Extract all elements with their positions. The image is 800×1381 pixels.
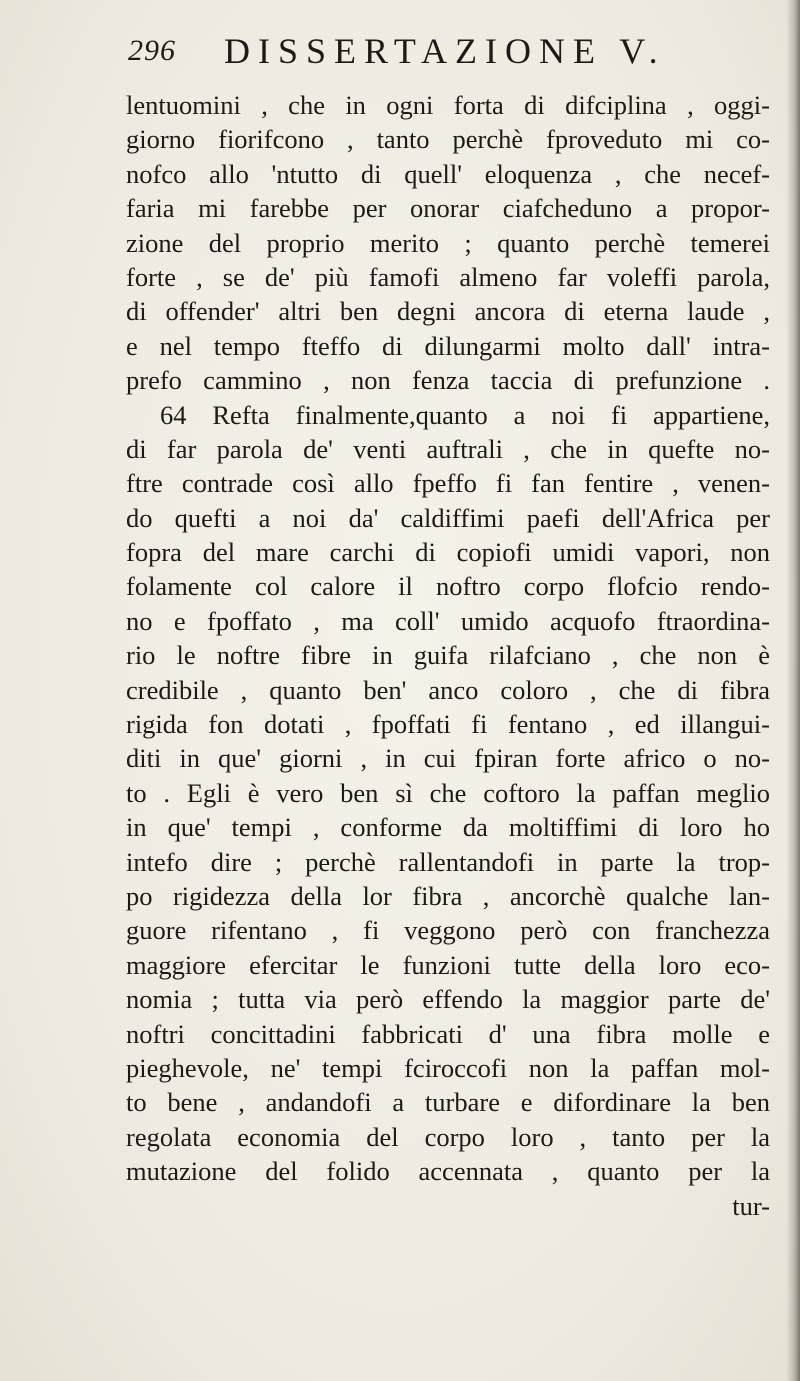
text-line: to bene , andandofi a turbare e difordinare la ben — [126, 1087, 770, 1118]
text-line: e nel tempo fteffo di dilungarmi molto dall' intra- — [126, 330, 770, 361]
text-line: fopra del mare carchi di copiofi umidi vapori, non — [126, 537, 770, 568]
text-line: mutazione del folido accennata , quanto per la — [126, 1156, 770, 1187]
text-line: folamente col calore il noftro corpo flofcio rendo- — [126, 571, 770, 602]
text-line: po rigidezza della lor fibra , ancorchè qualche lan- — [126, 880, 770, 911]
text-line: rigida fon dotati , fpoffati fi fentano , ed illangui- — [126, 709, 770, 740]
page-header — [128, 28, 748, 76]
text-line: to . Egli è vero ben sì che coftoro la paffan meglio — [126, 777, 770, 808]
text-line: lentuomini , che in ogni forta di difciplina , oggi- — [126, 90, 770, 120]
page-gutter-shadow — [786, 0, 800, 1381]
text-line: faria mi farebbe per onorar ciafcheduno a propor- — [126, 193, 770, 224]
text-line: noftri concittadini fabbricati d' una fibra molle e — [126, 1018, 770, 1049]
body-text — [126, 88, 770, 1223]
running-title: DISSERTAZIONE V. — [224, 31, 666, 71]
page-number: 296 — [128, 34, 176, 67]
text-line: forte , se de' più famofi almeno far voleffi parola, — [126, 261, 770, 292]
text-line: regolata economia del corpo loro , tanto per la — [126, 1121, 770, 1152]
text-line: di offender' altri ben degni ancora di eterna laude , — [126, 296, 770, 327]
text-line: guore rifentano , fi veggono però con franchezza — [126, 915, 770, 946]
text-line: maggiore efercitar le funzioni tutte della loro eco- — [126, 949, 770, 980]
paragraph-start-line: 64 Refta finalmente,quanto a noi fi appartiene, — [160, 399, 770, 430]
text-line: diti in que' giorni , in cui fpiran forte africo o no- — [126, 743, 770, 774]
text-line: intefo dire ; perchè rallentandofi in parte la trop- — [126, 846, 770, 877]
text-line: in que' tempi , conforme da moltiffimi di loro ho — [126, 812, 770, 843]
text-line: di far parola de' venti auftrali , che in quefte no- — [126, 433, 770, 464]
text-line: giorno fiorifcono , tanto perchè fproveduto mi co- — [126, 124, 770, 155]
text-line: zione del proprio merito ; quanto perchè temerei — [126, 227, 770, 258]
text-line: pieghevole, ne' tempi fciroccofi non la paffan mol- — [126, 1052, 770, 1083]
text-line: credibile , quanto ben' anco coloro , che di fibra — [126, 674, 770, 705]
text-line: rio le noftre fibre in guifa rilafciano , che non è — [126, 640, 770, 671]
text-line: no e fpoffato , ma coll' umido acquofo ftraordina- — [126, 605, 770, 636]
text-line: nofco allo 'ntutto di quell' eloquenza , che necef- — [126, 158, 770, 189]
text-line: prefo cammino , non fenza taccia di prefunzione . — [126, 365, 770, 396]
text-line: ftre contrade così allo fpeffo fi fan fentire , venen- — [126, 468, 770, 499]
text-line: nomia ; tutta via però effendo la maggior parte de' — [126, 984, 770, 1015]
catchword: tur- — [732, 1190, 770, 1221]
text-line: do quefti a noi da' caldiffimi paefi dell'Africa per — [126, 502, 770, 533]
